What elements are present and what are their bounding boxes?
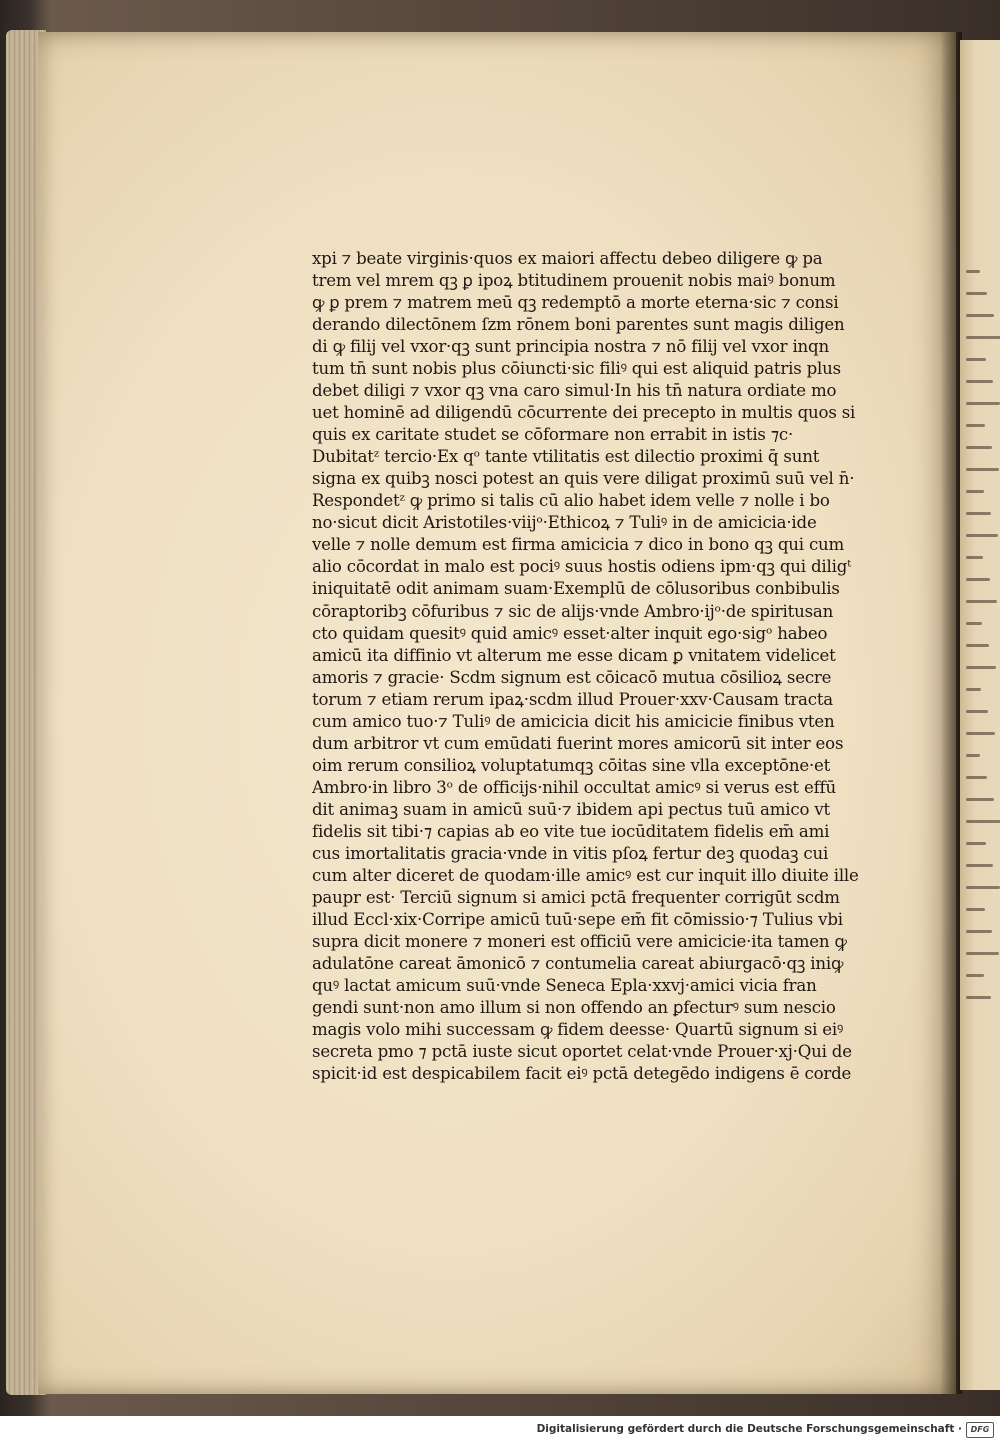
text-line: paupr est· Terciū signum si amici pctā frequenter corrigūt scdm [312,887,840,907]
text-line: amicū ita diffinio vt alterum me esse dicam ꝑ vnitatem videlicet [312,645,836,665]
text-line: ꝙ ꝑ prem ⁊ matrem meū qꝫ redemptō a morte eterna·sic ⁊ consi [312,293,839,313]
facing-text-stroke [966,908,985,911]
text-line: cum amico tuo·⁊ Tuliꝰ de amicicia dicit his amicicie finibus vten [312,711,835,731]
footer-bar [0,1416,1000,1443]
text-line: quis ex caritate studet se cōformare non errabit in istis ⁊c· [312,425,794,445]
facing-text-stroke [966,622,982,625]
facing-text-stroke [966,974,984,977]
facing-text-stroke [966,424,985,427]
text-line: gendi sunt·non amo illum si non offendo an ꝑfecturꝰ sum nescio [312,998,836,1018]
text-line: spicit·id est despicabilem facit eiꝰ pctā detegēdo indigens ē corde [312,1064,852,1084]
facing-text-stroke [966,446,992,449]
text-line: oim rerum consilioꝝ voluptatumqꝫ cōitas sine vlla exceptōne·et [312,755,831,775]
text-line: adulatōne careat āmonicō ⁊ contumelia careat abiurgacō·qꝫ iniꝙ [312,954,844,973]
text-line: illud Eccl·xix·Corripe amicū tuū·sepe em̄ fit cōmissio·⁊ Tulius vbi [312,909,843,929]
facing-text-stroke [966,578,990,581]
text-line: torum ⁊ etiam rerum ipaꝝ·scdm illud Prouer·xxv·Causam tracta [312,689,833,709]
text-line: quꝰ lactat amicum suū·vnde Seneca Epla·xxvj·amici vicia fran [312,976,817,996]
text-line: cōraptoribꝫ cōfuribus ⁊ sic de alijs·vnde Ambro·ijᵒ·de spiritusan [312,601,834,621]
text-line: debet diligi ⁊ vxor qꝫ vna caro simul·In his tn̄ natura ordiate mo [312,381,837,401]
text-line: cum alter diceret de quodam·ille amicꝰ est cur inquit illo diuite ille [312,865,859,885]
facing-text-stroke [966,754,980,757]
text-line: velle ⁊ nolle demum est firma amicicia ⁊ dico in bono qꝫ qui cum [312,535,845,555]
text-line: cus imortalitatis gracia·vnde in vitis pſoꝝ fertur deꝫ quodaꝫ cui [312,843,829,863]
text-line: Dubitatᶻ tercio·Ex qᵒ tante vtilitatis est dilectio proximi q̄ sunt [312,447,820,467]
facing-text-stroke [966,600,997,603]
facing-text-stroke [966,314,994,317]
facing-text-stroke [966,534,998,537]
text-line: alio cōcordat in malo est pociꝰ suus hostis odiens ipm·qꝫ qui diligᵗ [312,557,852,577]
facing-text-stroke [966,490,984,493]
text-line: signa ex quibꝫ nosci potest an quis vere diligat proximū suū vel n̄· [312,469,855,489]
facing-text-stroke [966,776,987,779]
facing-text-stroke [966,952,999,955]
facing-text-stroke [966,468,999,471]
facing-text-stroke [966,666,996,669]
text-line: tum tn̄ sunt nobis plus cōiuncti·sic filiꝰ qui est aliquid patris plus [312,359,841,379]
facing-text-stroke [966,688,981,691]
text-line: dum arbitror vt cum emūdati fuerint mores amicorū sit inter eos [312,733,844,753]
facing-page-edge [960,40,1000,1390]
facing-text-stroke [966,820,1000,823]
facing-text-stroke [966,292,987,295]
page-text [312,248,932,1085]
gutter-shadow [940,32,962,1394]
facing-text-stroke [966,864,993,867]
facing-text-stroke [966,512,991,515]
text-line: cto quidam quesitꝰ quid amicꝰ esset·alter inquit ego·sigᵒ habeo [312,623,828,643]
text-line: Respondetᶻ ꝙ primo si talis cū alio habet idem velle ⁊ nolle i bo [312,491,830,511]
text-line: amoris ⁊ gracie· Scdm signum est cōicacō mutua cōsilioꝝ secre [312,667,832,687]
text-line: Ambro·in libro 3ᵒ de officijs·nihil occultat amicꝰ si verus est effū [312,777,836,797]
facing-text-stroke [966,644,989,647]
text-line: secreta pmo ⁊ pctā iuste sicut oportet celat·vnde Prouer·xj·Qui de [312,1042,852,1062]
facing-text-stroke [966,336,1000,339]
facing-text-stroke [966,270,980,273]
facing-text-stroke [966,380,993,383]
facing-text-stroke [966,710,988,713]
facing-text-stroke [966,930,992,933]
text-line: fidelis sit tibi·⁊ capias ab eo vite tue iocūditatem fidelis em̄ ami [312,821,830,841]
facing-text-stroke [966,886,1000,889]
text-line: iniquitatē odit animam suam·Exemplū de cōlusoribus conbibulis [312,579,840,599]
dfg-logo-icon: DFG [966,1422,994,1438]
text-line: derando dilectōnem ſzm rōnem boni parentes sunt magis diligen [312,315,845,335]
facing-text-stroke [966,358,986,361]
facing-text-stroke [966,996,991,999]
facing-text-stroke [966,732,995,735]
funding-credit: Digitalisierung gefördert durch die Deutsche Forschungsgemeinschaft · [536,1423,962,1435]
text-line: trem vel mrem qꝫ ꝑ ipoꝝ btitudinem prouenit nobis maiꝰ bonum [312,271,836,291]
facing-text-stroke [966,556,983,559]
text-line: uet hominē ad diligendū cōcurrente dei precepto in multis quos si [312,403,856,423]
text-line: di ꝙ filij vel vxor·qꝫ sunt principia nostra ⁊ nō filij vel vxor inqn [312,337,829,357]
text-line: supra dicit monere ⁊ moneri est officiū vere amicicie·ita tamen ꝙ [312,931,847,951]
facing-text-stroke [966,842,986,845]
text-line: magis volo mihi successam ꝙ fidem deesse· Quartū signum si eiꝰ [312,1020,844,1040]
facing-text-stroke [966,402,1000,405]
text-line: no·sicut dicit Aristotiles·viijᵒ·Ethicoꝝ ⁊ Tuliꝰ in de amicicia·ide [312,513,817,533]
facing-text-stroke [966,798,994,801]
text-line: xpi ⁊ beate virginis·quos ex maiori affectu debeo diligere ꝙ pa [312,249,823,268]
text-line: dit animaꝫ suam in amicū suū·⁊ ibidem api pectus tuū amico vt [312,799,830,819]
